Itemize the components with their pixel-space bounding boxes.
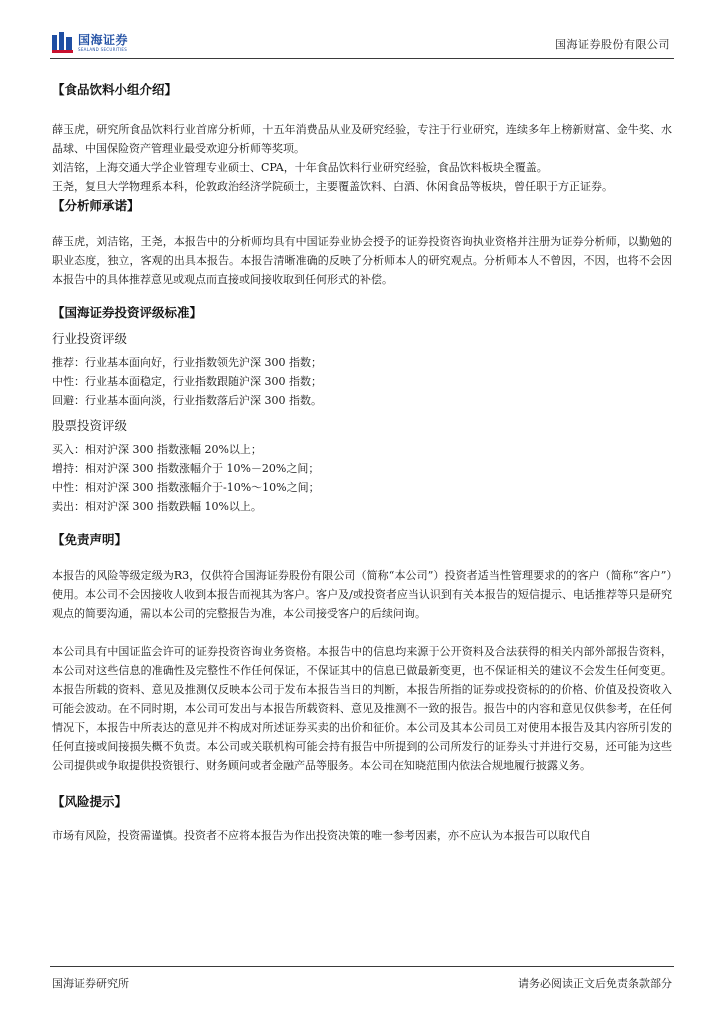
- rating-section-title: 【国海证券投资评级标准】: [52, 305, 203, 320]
- page-header: [50, 24, 674, 60]
- commitment-section-title: 【分析师承诺】: [52, 198, 140, 213]
- risk-text: 市场有风险，投资需谨慎。投资者不应将本报告为作出投资决策的唯一参考因素，亦不应认为本报告可以取代自: [52, 829, 591, 842]
- footer-disclaimer-note: 请务必阅读正文后免责条款部分: [518, 977, 672, 990]
- team-member-wang: 王尧，复旦大学物理系本科，伦敦政治经济学院硕士，主要覆盖饮料、白酒、休闲食品等板块，曾任职于方正证券。: [52, 180, 613, 193]
- logo-name-cn: 国海证券: [78, 33, 129, 47]
- header-divider: [50, 58, 674, 59]
- stock-rating-title: 股票投资评级: [52, 418, 128, 433]
- team-member-xue: 薛玉虎，研究所食品饮料行业首席分析师，十五年消费品从业及研究经验，专注于行业研究，连续多年上榜新财富、金牛奖、水晶球、中国保险资产管理业最受欢迎分析师等奖项。: [52, 123, 672, 155]
- disclaimer-section-title: 【免责声明】: [52, 532, 128, 547]
- industry-rating-line: 回避：行业基本面向淡，行业指数落后沪深 300 指数。: [52, 394, 322, 407]
- page-content: [52, 80, 672, 845]
- footer-divider: [50, 966, 674, 967]
- logo-name-en: SEALAND SECURITIES: [78, 47, 128, 52]
- company-logo: [52, 32, 128, 54]
- team-member-liu: 刘洁铭，上海交通大学企业管理专业硕士、CPA，十年食品饮料行业研究经验，食品饮料板块全覆盖。: [52, 161, 548, 174]
- disclaimer-paragraph-2: 本公司具有中国证监会许可的证券投资咨询业务资格。本报告中的信息均来源于公开资料及合法获得的相关内部外部报告资料，本公司对这些信息的准确性及完整性不作任何保证，不保证其中的信息已做最新变更，也不保证相关的建议不会发生任何变更。本报告所载的资料、意见及推测仅反映本公司于发布本报告当日的判断，本报告所指的证券或投资标的的价格、价值及投资收入可能会波动。在不同时期，本公司可发出与本报告所载资料、意见及推测不一致的报告。报告中的内容和意见仅供参考，在任何情况下，本报告中所表达的意见并不构成对所述证券买卖的出价和征价。本公司及其本公司员工对使用本报告及其内容所引发的任何直接或间接损失概不负责。本公司或关联机构可能会持有报告中所提到的公司所发行的证券头寸并进行交易，还可能为这些公司提供或争取提供投资银行、财务顾问或者金融产品等服务。本公司在知晓范围内依法合规地履行披露义务。: [52, 645, 672, 772]
- risk-section-title: 【风险提示】: [52, 794, 128, 809]
- footer-institute: 国海证券研究所: [52, 977, 129, 990]
- stock-rating-line: 增持：相对沪深 300 指数涨幅介于 10%－20%之间；: [52, 462, 320, 475]
- industry-rating-line: 推荐：行业基本面向好，行业指数领先沪深 300 指数；: [52, 356, 322, 369]
- commitment-text: 薛玉虎，刘洁铭，王尧，本报告中的分析师均具有中国证券业协会授予的证券投资咨询执业资格并注册为证券分析师，以勤勉的职业态度，独立，客观的出具本报告。本报告清晰准确的反映了分析师本人的研究观点。分析师本人不曾因，不因，也将不会因本报告中的具体推荐意见或观点而直接或间接收取到任何形式的补偿。: [52, 235, 672, 286]
- stock-rating-line: 卖出：相对沪深 300 指数跌幅 10%以上。: [52, 500, 262, 513]
- stock-rating-line: 买入：相对沪深 300 指数涨幅 20%以上；: [52, 443, 262, 456]
- header-company-name: 国海证券股份有限公司: [555, 38, 670, 51]
- logo-icon: [52, 32, 74, 54]
- industry-rating-line: 中性：行业基本面稳定，行业指数跟随沪深 300 指数；: [52, 375, 322, 388]
- industry-rating-title: 行业投资评级: [52, 331, 128, 346]
- stock-rating-line: 中性：相对沪深 300 指数涨幅介于-10%～10%之间；: [52, 481, 320, 494]
- disclaimer-paragraph-1: 本报告的风险等级定级为R3，仅供符合国海证券股份有限公司（简称“本公司”）投资者适当性管理要求的的客户（简称“客户”）使用。本公司不会因接收人收到本报告而视其为客户。客户及/或投资者应当认识到有关本报告的短信提示、电话推荐等只是研究观点的简要沟通，需以本公司的完整报告为准，本公司接受客户的后续问询。: [52, 569, 672, 620]
- team-section-title: 【食品饮料小组介绍】: [52, 82, 178, 97]
